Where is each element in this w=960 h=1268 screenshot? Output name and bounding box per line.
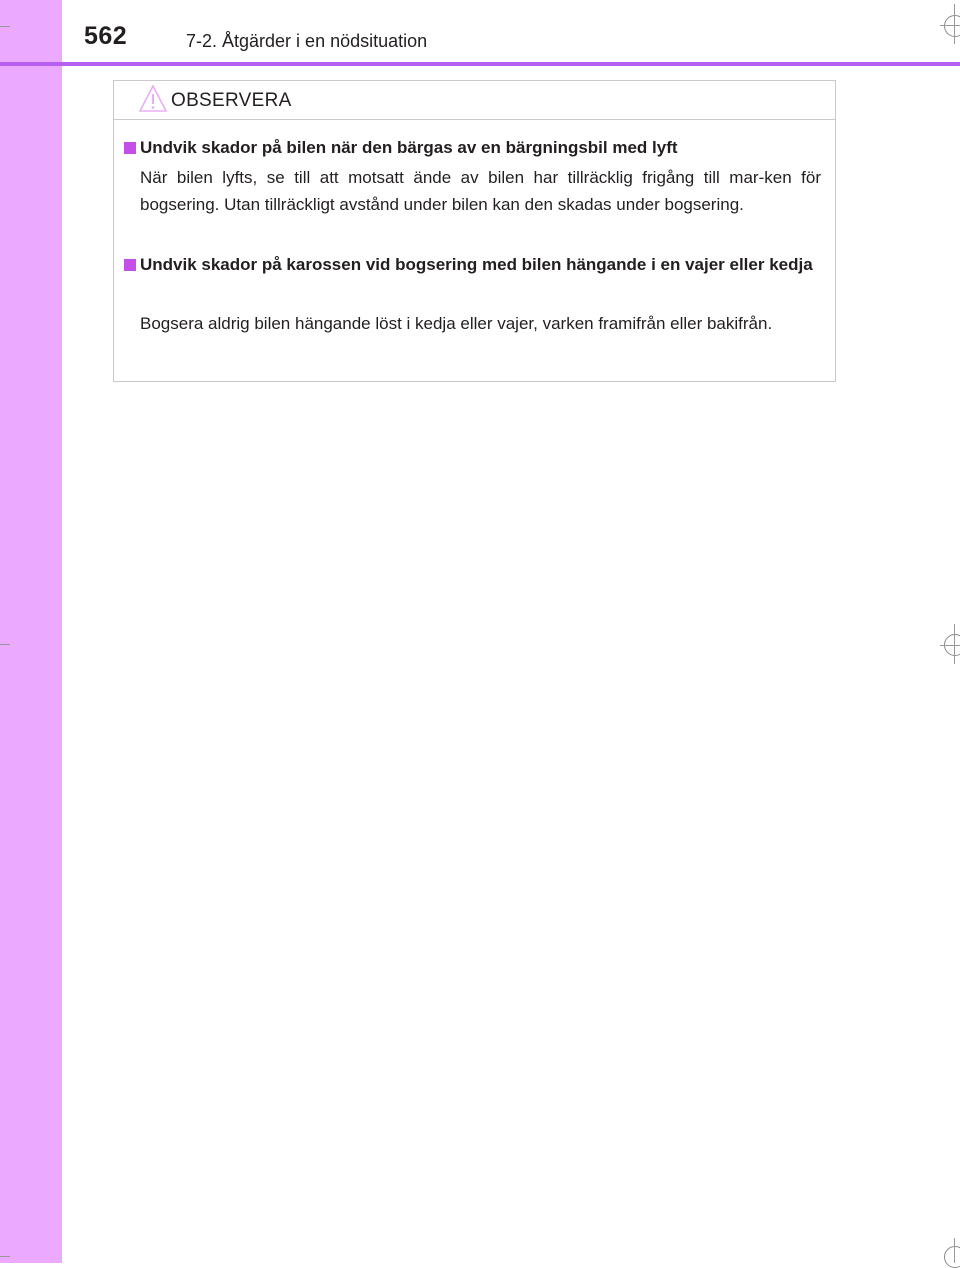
- section-title: 7-2. Åtgärder i en nödsituation: [186, 31, 428, 51]
- item-body: När bilen lyfts, se till att motsatt ände av bilen har tillräcklig frigång till mar-ken för bogsering. Utan tillräckligt avstånd under bilen kan den skadas under bogsering.: [140, 168, 821, 214]
- registration-mark: [944, 1246, 960, 1268]
- notice-header: [114, 81, 835, 120]
- notice-box: [113, 80, 836, 382]
- item-heading: Undvik skador på bilen när den bärgas av en bärgningsbil med lyft: [140, 138, 678, 157]
- registration-line: [954, 1238, 955, 1263]
- registration-line: [0, 644, 10, 645]
- header-divider: [0, 62, 960, 66]
- warning-triangle-icon: [138, 84, 168, 114]
- registration-line: [954, 624, 955, 664]
- bullet-square-icon: [124, 142, 136, 154]
- registration-line: [940, 645, 960, 646]
- notice-title: OBSERVERA: [171, 90, 292, 111]
- registration-line: [0, 26, 10, 27]
- registration-line: [954, 4, 955, 44]
- registration-mark: [944, 15, 960, 37]
- bullet-square-icon: [124, 259, 136, 271]
- registration-line: [940, 25, 960, 26]
- page-number: 562: [84, 22, 128, 50]
- registration-line: [0, 1256, 10, 1257]
- item-body: Bogsera aldrig bilen hängande löst i kedja eller vajer, varken framifrån eller bakifrån.: [140, 314, 773, 333]
- side-color-band: [0, 0, 62, 1263]
- item-heading: Undvik skador på karossen vid bogsering med bilen hängande i en vajer eller kedja: [140, 255, 813, 274]
